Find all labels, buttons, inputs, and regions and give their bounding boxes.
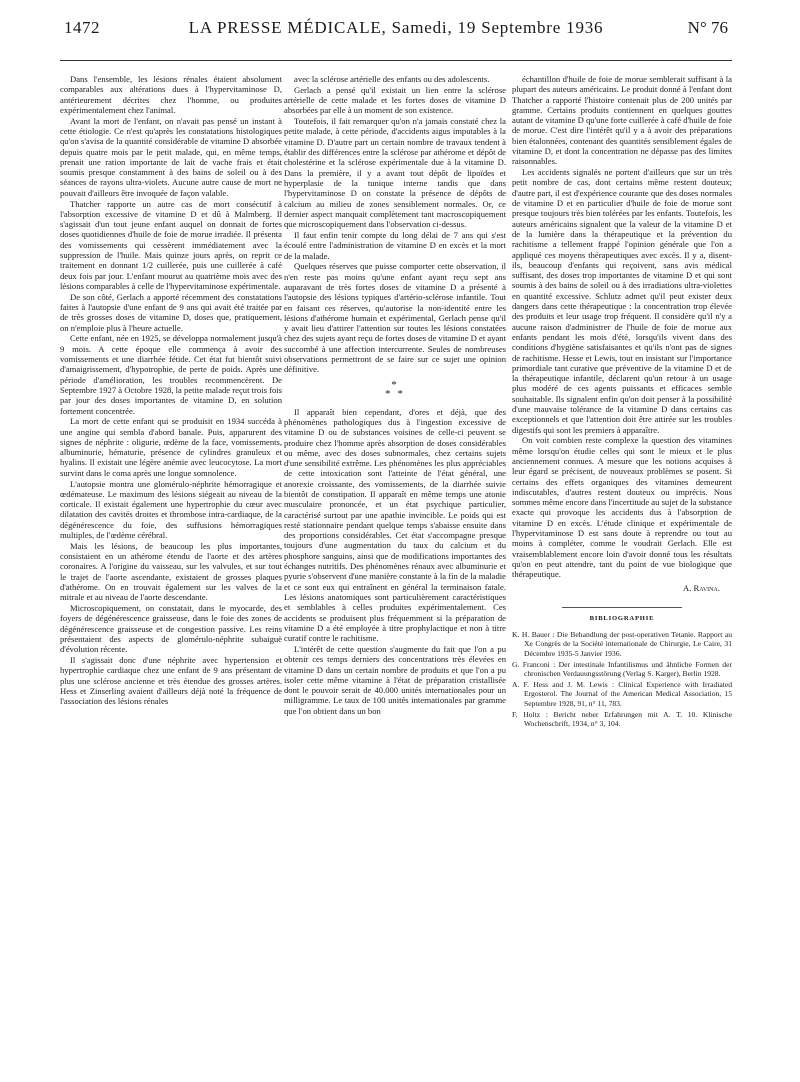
paragraph: Quelques réserves que puisse comporter cette observation, il n'en reste pas moins qu'une enfant ayant reçu sept ans auparavant de très fortes doses de vitamine D a présenté à l'autopsie des lésions typiques d'artério-sclérose infantile. Tout en faisant ces réserves, qu'autorise la non-identité entre les lésions d'athérome humain et expérimental, Gerlach pense qu'il y avait lieu d'attirer l'attention sur toutes les lésions constatées chez des sujets ayant reçu de fortes doses de vitamine D et ayant succombé à une affection intercurrente. Seules de nombreuses observations permettront de se faire sur ce sujet une opinion définitive. [284,261,506,375]
paragraph: Avant la mort de l'enfant, on n'avait pas pensé un instant à cette étiologie. Ce n'est qu'après les constatations histologiques qu'on s'avisa de la quantité considérable de vitamine D absorbée depuis quatre mois par le petit malade, qui, en même temps, prenait une ration importante de lait de vache frais et était soumis presque constamment à des bains de soleil ou à des séances de rayons ultra-violets. Aucune autre cause de mort ne pouvait d'ailleurs être invoquée de façon valable. [60,115,282,198]
paragraph: De son côté, Gerlach a apporté récemment des constatations faites à l'autopsie d'une enfant de 9 ans qui avait été traitée par de très grosses doses de vitamine D, doses que, pratiquement, on n'emploie plus à l'heure actuelle. [60,291,282,333]
paragraph: Il faut enfin tenir compte du long délai de 7 ans qui s'est écoulé entre l'administration de vitamine D en excès et la mort de la malade. [284,229,506,261]
bibliography-entry: A. F. Hess and J. M. Lewis : Clinical Experience with Irradiated Ergosterol. The Journal of the American Medical Association, 15 Septembre 1928, 91, n° 11, 783. [512,680,732,708]
bibliography-entry: K. H. Bauer : Die Behandlung der post-operativen Tetanie. Rapport au Xe Congrès de la Société internationale de Chirurgie, Le Caire, 31 Décembre 1935-5 Janvier 1936. [512,630,732,658]
paragraph: Microscopiquement, on constatait, dans le myocarde, des foyers de dégénérescence graisseuse, dans le foie des zones de dégénérescence graisseuse et de congestion passive. Les reins présentaient des aspects de glomérulo-néphrite subaiguë d'évolution récente. [60,603,282,655]
paragraph: Il apparaît bien cependant, d'ores et déjà, que des phénomènes pathologiques dus à l'ingestion excessive de vitamine D ou de substances voisines de celle-ci peuvent se produire chez l'homme après absorption de doses considérables ou même, avec des doses subnormales, chez certains sujets d'une sensibilité extrême. Les phénomènes les plus appréciables de cette intoxication sont l'atteinte de l'état général, une anorexie croissante, des vomissements, de la diarrhée suivie bientôt de constipation. Il apparaît en même temps une atonie musculaire prononcée, et un état psychique particulier, caractérisé surtout par une apathie invincible. Le poids qui est resté stationnaire pendant quelque temps s'abaisse ensuite dans des proportions considérables. Cet état s'accompagne presque toujours d'une augmentation du taux du calcium et du phosphore sanguins, ainsi que de modifications importantes des échanges nutritifs. Des phénomènes rénaux avec albuminurie et pyurie s'observent d'une manière constante à la fin de la maladie et ce sont eux qui entraînent en général la terminaison fatale. Les lésions anatomiques sont particulièrement caractéristiques et semblables à celles produites expérimentalement. Ces accidents se produisent plus fréquemment si la préparation de vitamine D a été employée à titre prophylactique et non à titre curatif contre le rachitisme. [284,406,506,644]
paragraph: L'intérêt de cette question s'augmente du fait que l'on a pu obtenir ces temps derniers des concentrations très élevées en vitamine D dans un certain nombre de produits et que l'on a pu isoler cette même vitamine à l'état de préparation cristallisée dont le pouvoir serait de 40.000 unités internationales pour un milligramme. Le taux de 100 unités internationales par gramme que l'on obtient dans un bon [284,643,506,716]
paragraph: Mais les lésions, de beaucoup les plus importantes, consistaient en un athérome étendu de l'aorte et des artères coronaires. A l'origine du vaisseau, sur les valvules, et sur tout le trajet de l'aorte ascendante, existaient de grosses plaques d'athérome. On en trouvait également sur les valves de la mitrale et au niveau de l'aorte descendante. [60,540,282,603]
paragraph: Cette enfant, née en 1925, se développa normalement jusqu'à 9 mois. A cette époque elle commença à avoir des vomissements et une diarrhée fétide. Cet état fut bientôt suivi d'amaigrissement, d'hypotrophie, de perte de poids. Après une période d'amélioration, les troubles recommencèrent. De Septembre 1927 à Octobre 1928, la petite malade reçut trois fois par jour des doses importantes de vitamine D, en solution fortement concentrée. [60,333,282,416]
paragraph: On voit combien reste complexe la question des vitamines même lorsqu'on étudie celles qui sont le mieux et le plus anciennement connues. A mesure que les notions acquises à leur égard se précisent, de nouveaux problèmes se posent. Si certains des effets organiques des vitamines demeurent indiscutables, d'autres restent douteux ou imprécis. Nous sommes même encore dans l'incertitude au sujet de la substance exacte qui provoque les accidents dus à l'absorption de vitamine D en excès. L'étude clinique et expérimentale de l'hypervitaminose D est sans doute à reprendre ou tout au moins à compléter, comme le voudrait Gerlach. Elle est vraisemblablement encore loin d'avoir donné tous les résultats qu'on en peut attendre, tant du point de vue biologique que thérapeutique. [512,435,732,580]
paragraph: Toutefois, il fait remarquer qu'on n'a jamais constaté chez la petite malade, à cette période, d'accidents aigus imputables à la vitamine D. D'autre part un certain nombre de travaux tendent à établir des différences entre la sclérose par athérome et dépôt de cholestérine et la sclérose expérimentale due à la vitamine D. Dans la première, il y a avant tout dépôt de lipoïdes et hyperplasie de la tunique interne tandis que dans l'hypervitaminose D on constate la présence de dépôts de calcium au milieu de zones sensiblement normales. Or, ce dernier aspect manquait complètement tant macroscopiquement que microscopiquement dans l'observation ci-dessus. [284,116,506,230]
paragraph: Dans l'ensemble, les lésions rénales étaient absolument comparables aux altérations dues à l'hypervitaminose D, antérieurement décrites chez l'homme, ou produites expérimentalement chez l'animal. [60,74,282,115]
paragraph: avec la sclérose artérielle des enfants ou des adolescents. [294,74,490,84]
bibliography-title: BIBLIOGRAPHIE [589,614,655,622]
paragraph: échantillon d'huile de foie de morue semblerait suffisant à la plupart des auteurs américains. Le produit donné à l'enfant dont Thatcher a rapporté l'histoire contenait plus de 200 unités par gramme. Certains produits contiennent en quelques gouttes autant de vitamine D qu'une forte cuillerée à café d'huile de foie de morue. C'est dire l'intérêt qu'il y a à avoir des préparations bien étalonnées, contenant des quantités sensiblement égales de vitamine D, et dont la concentration ne dépasse pas des limites raisonnables. [512,74,732,167]
paragraph: Gerlach a pensé qu'il existait un lien entre la sclérose artérielle de cette malade et les fortes doses de vitamine D absorbées par elle à un moment de son existence. [284,84,506,116]
paragraph: Thatcher rapporte un autre cas de mort consécutif à l'absorption excessive de vitamine D et dû à Malmberg. Il s'agissait d'un tout jeune enfant auquel on donnait de fortes doses quotidiennes d'huile de foie de morue irradiée. Il présenta des vomissements qui cessèrent immédiatement avec la suppression de l'huile. Mais quinze jours après, on reprit ce traitement en donnant 1/2 cuillerée, puis une cuillerée à café deux fois par jour. L'enfant mourut au quatrième mois avec des lésions comparables à celle de l'hypervitaminose expérimentale. [60,198,282,291]
column-1 [60,74,282,707]
running-title: LA PRESSE MÉDICALE, Samedi, 19 Septembre 1936 [188,18,604,37]
issue-number: N° 76 [687,18,728,37]
bibliography-rule [562,607,682,608]
bibliography-entry: F. Holtz : Bericht neber Erfahrungen mit A. T. 10. Klinische Wochenschrift, 1934, n° 3, 104. [512,709,732,728]
bibliography-entry: G. Franconi : Der intestinale Infantilismus und ähnliche Formen der chronischen Verdauungsstörung (Verlag S. Karger), Berlin 1928. [512,659,732,678]
paragraph: L'autopsie montra une glomérulo-néphrite hémorragique et œdémateuse. Le maximum des lésions siégeait au niveau de la corticale. Il existait également une hypertrophie du cœur avec dilatation des cavités droites et thrombose intra-cardiaque, de la dégénérescence du foie, des suffusions hémorragiques multiples, de l'œdème cérébral. [60,478,282,541]
page-number: 1472 [64,18,100,37]
section-separator: * * * [385,378,405,400]
column-2 [284,74,506,716]
column-3 [512,74,732,728]
paragraph: La mort de cette enfant qui se produisit en 1934 succéda à une angine qui sembla d'abord banale. Puis, apparurent des signes de néphrite : oligurie, œdème de la face, vomissements, albuminurie, hématurie, présence de cylindres granuleux et hyalins. Il existait une légère anémie avec leucocytose. La mort survint dans le coma après une longue somnolence. [60,416,282,478]
header-rule [60,60,732,61]
paragraph: Les accidents signalés ne portent d'ailleurs que sur un très petit nombre de cas, dont certains même restent douteux; d'autre part, il est d'expérience courante que des doses normales de vitamine D et en particulier d'huile de foie de morue sont presque toujours très bien tolérées par les enfants. Toutefois, les auteurs américains signalent que la valeur de la vitamine D et de la lumière dans la thérapeutique et la prévention du rachitisme a tellement frappé l'opinion générale que l'on a appliqué ces moyens thérapeutiques avec excès. Il y a, disent-ils, beaucoup d'enfants qui reçoivent, sans avis médical suffisant, des doses trop importantes de vitamine D et qui sont soumis à des bains de soleil ou à des irradiations ultra-violettes en quantité excessive. Schlutz admet qu'il peut exister deux dangers dans cette thérapeutique : la concentration trop élevée des produits et leur usage trop fréquent. Il considère qu'il n'y a aucune raison d'administrer de l'huile de foie de morue aux enfants pendant les mois d'été, lorsqu'ils vivent dans des conditions d'hygiène satisfaisantes et qu'ils n'ont pas de signes de rachitisme. Hesse et Lewis, tout en insistant sur l'importance primordiale tant curative que préventive de la vitamine D et de la thérapeutique infantile, déclarent qu'un retour à un usage plus modéré de ces agents puissants et efficaces semble souhaitable. Ils signalent enfin qu'on doit penser à la possibilité d'une mauvaise tolérance de la vitamine D dans certains cas exceptionnels et que l'attention doit être attirée sur les troubles digestifs qui sont les premiers à apparaître. [512,167,732,435]
author-signature: A. Ravina. [683,582,720,593]
page-header [64,18,728,44]
paragraph: Il s'agissait donc d'une néphrite avec hypertension et hypertrophie cardiaque chez une enfant de 9 ans présentant de plus une sclérose ancienne et très étendue des grosses artères. Hess et Zinserling avaient d'ailleurs déjà noté la fréquence de l'association des lésions rénales [60,655,282,707]
